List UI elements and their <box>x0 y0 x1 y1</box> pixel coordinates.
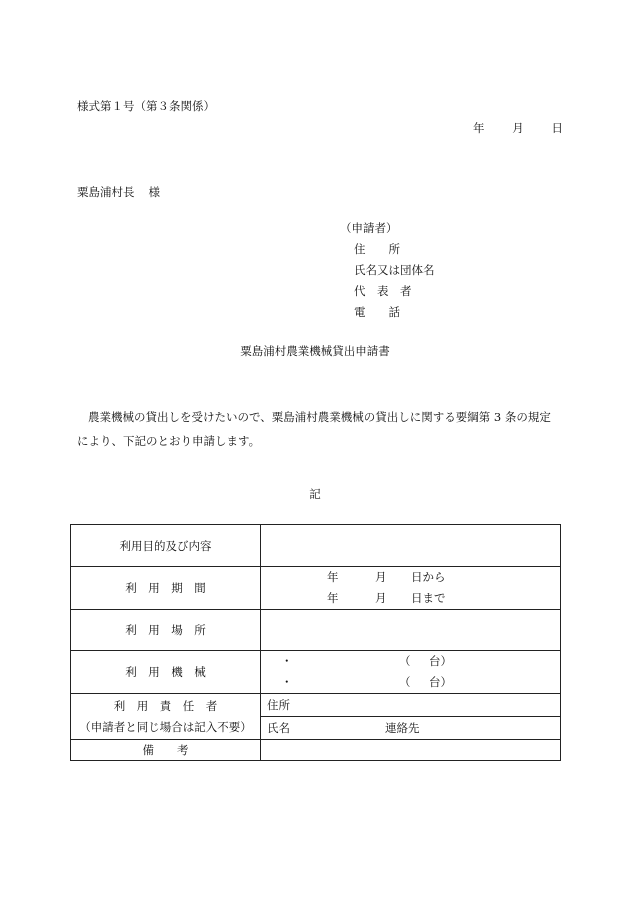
address-label: 住所 <box>267 698 290 712</box>
machine-unit: 台） <box>429 675 452 689</box>
period-to <box>261 588 560 609</box>
responsible-name-value[interactable] <box>261 717 561 740</box>
row-period <box>71 567 561 610</box>
applicant-phone-label: 電 話 <box>354 305 400 319</box>
recipient-honorific: 様 <box>148 185 160 199</box>
row-purpose <box>71 525 561 567</box>
name-label: 氏名 <box>267 721 290 735</box>
place-label: 利 用 場 所 <box>71 610 261 651</box>
period-from-year: 年 <box>327 570 339 584</box>
date-month: 月 <box>512 121 524 135</box>
date-line <box>473 123 563 135</box>
remarks-value[interactable] <box>261 740 561 761</box>
period-from-month: 月 <box>375 570 387 584</box>
body-text <box>77 405 557 453</box>
date-day: 日 <box>551 121 563 135</box>
row-responsible-address <box>71 694 561 717</box>
row-machine <box>71 651 561 694</box>
period-to-day: 日まで <box>411 591 446 605</box>
row-remarks <box>71 740 561 761</box>
machine-line <box>261 672 560 693</box>
application-table <box>70 524 561 761</box>
machine-open-paren: （ <box>399 675 411 689</box>
document-title: 粟島浦村農業機械貸出申請書 <box>240 344 390 358</box>
responsible-address-value[interactable] <box>261 694 561 717</box>
form-number: 様式第１号（第３条関係） <box>77 99 215 113</box>
machine-open-paren: （ <box>399 654 411 668</box>
recipient-name: 粟島浦村長 <box>77 185 135 199</box>
purpose-value[interactable] <box>261 525 561 567</box>
machine-value[interactable] <box>261 651 561 694</box>
purpose-label: 利用目的及び内容 <box>71 525 261 567</box>
period-value[interactable] <box>261 567 561 610</box>
machine-bullet: ・ <box>281 654 293 668</box>
machine-line <box>261 651 560 672</box>
body-paragraph: 農業機械の貸出しを受けたいので、粟島浦村農業機械の貸出しに関する要綱第 3 条の規定により、下記のとおり申請します。 <box>77 410 551 448</box>
period-to-month: 月 <box>375 591 387 605</box>
responsible-note: （申請者と同じ場合は記入不要） <box>79 719 252 734</box>
contact-label: 連絡先 <box>385 721 420 735</box>
place-value[interactable] <box>261 610 561 651</box>
remarks-label: 備 考 <box>71 740 261 761</box>
applicant-representative-label: 代 表 者 <box>354 284 412 298</box>
period-from <box>261 567 560 588</box>
date-year: 年 <box>473 121 485 135</box>
period-label: 利 用 期 間 <box>71 567 261 610</box>
row-place <box>71 610 561 651</box>
responsible-label: 利 用 責 任 者 <box>113 698 218 713</box>
machine-bullet: ・ <box>281 675 293 689</box>
applicant-address-label: 住 所 <box>354 242 400 256</box>
recipient <box>77 187 160 199</box>
period-from-day: 日から <box>411 570 446 584</box>
ki-heading: 記 <box>309 487 321 501</box>
applicant-heading: （申請者） <box>340 221 398 235</box>
applicant-name-label: 氏名又は団体名 <box>354 263 435 277</box>
responsible-label-cell <box>71 694 261 740</box>
period-to-year: 年 <box>327 591 339 605</box>
machine-label: 利 用 機 械 <box>71 651 261 694</box>
machine-unit: 台） <box>429 654 452 668</box>
